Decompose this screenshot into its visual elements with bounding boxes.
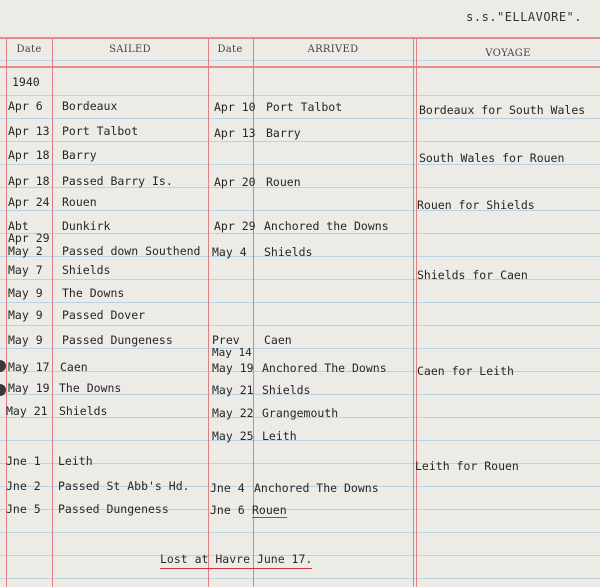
ship-name: s.s."ELLAVORE".	[466, 10, 582, 24]
sailed-place: The Downs	[62, 286, 125, 300]
arrived-place: Leith	[262, 429, 297, 443]
sailed-place: Passed Dungeness	[62, 333, 173, 347]
arrived-date: May 22	[212, 406, 254, 420]
sailed-place: Rouen	[62, 195, 97, 209]
sailed-date: Apr 18	[8, 174, 50, 188]
sailed-date: Apr 29	[8, 231, 50, 245]
header-date-arrived: Date	[217, 44, 243, 55]
arrived-date: Apr 13	[214, 126, 256, 140]
sailed-date: Abt	[8, 219, 29, 233]
sailed-date: May 9	[8, 308, 43, 322]
year-label: 1940	[12, 75, 40, 89]
arrived-date: Jne 4	[210, 481, 245, 495]
arrived-place: Grangemouth	[262, 406, 339, 420]
arrived-column-rule-double	[416, 38, 417, 587]
arrived-column-rule	[413, 38, 414, 587]
voyage-entry: Shields for Caen	[417, 268, 528, 282]
arrived-place: Anchored The Downs	[254, 481, 379, 495]
sailed-place: Passed Dungeness	[58, 502, 169, 516]
arrived-date: May 21	[212, 383, 254, 397]
sailed-place: Caen	[60, 360, 88, 374]
loss-note: Lost at Havre June 17.	[160, 552, 312, 569]
arrived-date: May 4	[212, 245, 247, 259]
arrived-place: Port Talbot	[266, 100, 343, 114]
sailed-date: Apr 13	[8, 124, 50, 138]
sailed-date: Apr 18	[8, 148, 50, 162]
sailed-place: Passed St Abb's Hd.	[58, 479, 190, 493]
arrived-date: Prev	[212, 333, 240, 347]
sailed-place: The Downs	[59, 381, 122, 395]
sailed-date: May 19	[8, 381, 50, 395]
arrived-date: May 19	[212, 361, 254, 375]
arrived-date: May 25	[212, 429, 254, 443]
arrived-date: Apr 10	[214, 100, 256, 114]
voyage-entry: Caen for Leith	[417, 364, 514, 378]
arrived-date: May 14	[212, 346, 252, 359]
sailed-place: Bordeaux	[62, 99, 118, 113]
arrived-place: Rouen	[266, 175, 301, 189]
sailed-date: Jne 2	[6, 479, 41, 493]
arrived-date: Apr 29	[214, 219, 256, 233]
sailed-date: May 9	[8, 333, 43, 347]
voyage-entry: Rouen for Shields	[417, 198, 535, 212]
sailed-place: Shields	[59, 404, 108, 418]
sailed-date: May 21	[6, 404, 48, 418]
sailed-date: Jne 1	[6, 454, 41, 468]
sailed-place: Port Talbot	[62, 124, 139, 138]
date1-column-rule	[52, 38, 53, 587]
header-sailed: SAILED	[109, 44, 151, 55]
sailed-column-rule	[208, 38, 209, 587]
sailed-date: May 2	[8, 244, 43, 258]
sailed-date: Apr 6	[8, 99, 43, 113]
sailed-place: Barry	[62, 148, 97, 162]
sailed-place: Passed Barry Is.	[62, 174, 173, 188]
header-voyage: VOYAGE	[485, 48, 531, 59]
arrived-place: Anchored The Downs	[262, 361, 387, 375]
voyage-entry: Leith for Rouen	[415, 459, 519, 473]
sailed-date: May 7	[8, 263, 43, 277]
arrived-place: Anchored the Downs	[264, 219, 389, 233]
arrived-date: Apr 20	[214, 175, 256, 189]
header-top-rule	[0, 37, 600, 39]
header-arrived: ARRIVED	[307, 44, 359, 55]
arrived-place: Barry	[266, 126, 301, 140]
sailed-date: May 9	[8, 286, 43, 300]
sailed-place: Leith	[58, 454, 93, 468]
header-date-sailed: Date	[16, 44, 42, 55]
arrived-date: Jne 6	[210, 503, 245, 517]
arrived-place: Rouen	[252, 503, 287, 517]
arrived-place: Caen	[264, 333, 292, 347]
sailed-place: Dunkirk	[62, 219, 111, 233]
sailed-date: Jne 5	[6, 502, 41, 516]
arrived-place: Shields	[262, 383, 311, 397]
sailed-date: Apr 24	[8, 195, 50, 209]
sailed-place: Passed down Southend	[62, 244, 201, 258]
sailed-place: Passed Dover	[62, 308, 146, 322]
voyage-entry: South Wales for Rouen	[419, 151, 565, 165]
arrived-place: Shields	[264, 245, 313, 259]
voyage-entry: Bordeaux for South Wales	[419, 103, 586, 117]
header-bottom-rule	[0, 66, 600, 68]
sailed-place: Shields	[62, 263, 111, 277]
sailed-date: May 17	[8, 360, 50, 374]
